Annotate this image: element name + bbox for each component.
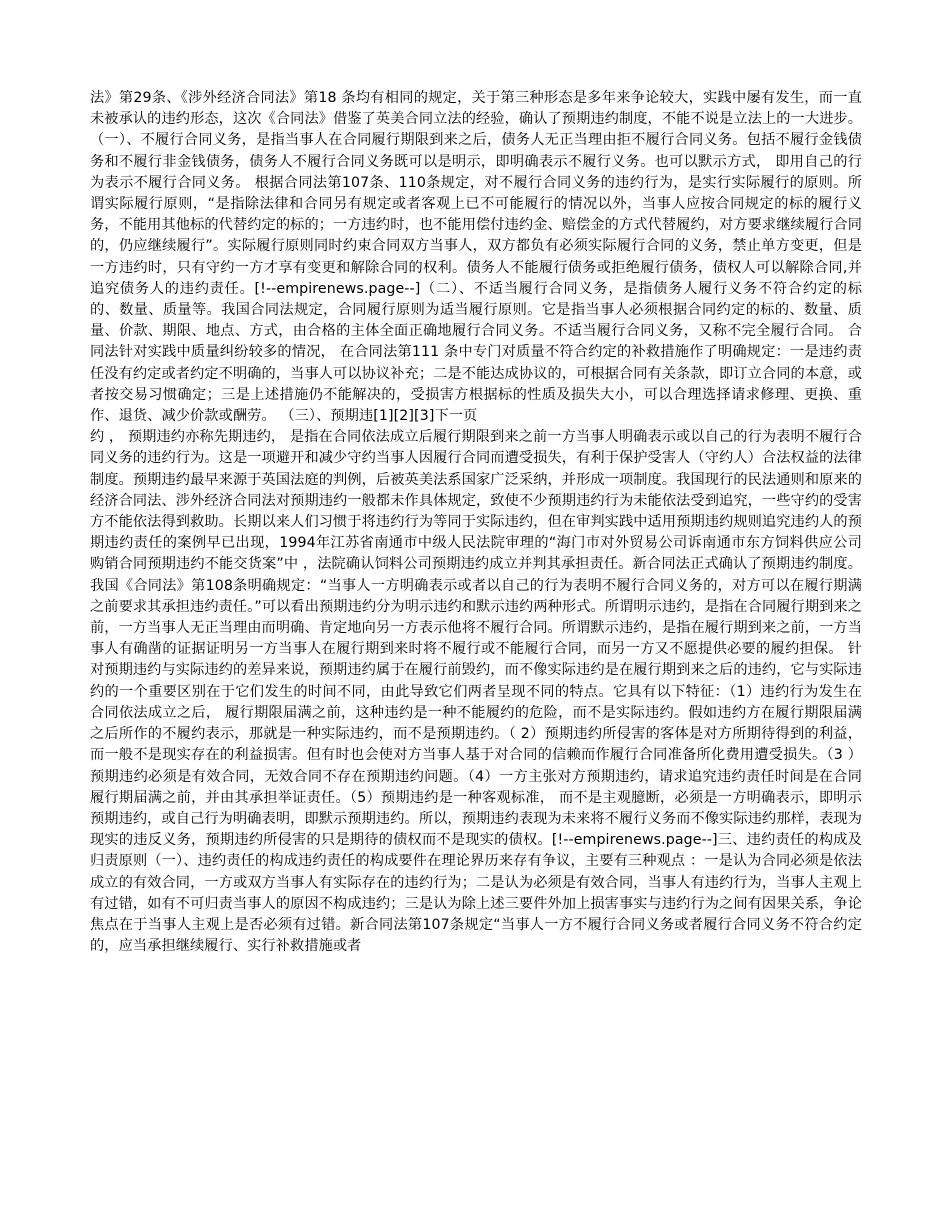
paragraph-anticipatory-breach: 约 ， 预期违约亦称先期违约， 是指在合同依法成立后履行期限到来之前一方当事人明确表示或以自己的行为表明不履行合同义务的违约行为。这是一项避开和减少守约当事人因履行合同而遭受损失，有利于保护受害人（守约人）合法权益的法律制度。预期违约最早来源于英国法庭的判例，后被英美法系国家广泛采纳，并形成一项制度。我国现行的民法通则和原来的经济合同法、涉外经济合同法对预期违约一般都未作具体规定，致使不少预期违约行为未能依法受到追究，一些守约的受害方不能依法得到救助。长期以来人们习惯于将违约行为等同于实际违约，但在审判实践中适用预期违约规则追究违约人的预期违约责任的案例早已出现，1994年江苏省南通市中级人民法院审理的“海门市对外贸易公司诉南通市东方饲料供应公司购销合同预期违约不能交货案”中 ，法院确认饲料公司预期违约成立并判其承担责任。新合同法正式确认了预期违约制度。我国《合同法》第108条明确规定：“当事人一方明确表示或者以自己的行为表明不履行合同义务的，对方可以在履行期满之前要求其承担违约责任。”可以看出预期违约分为明示违约和默示违约两种形式。所谓明示违约，是指在合同履行期到来之前，一方当事人无正当理由而明确、肯定地向另一方表示他将不履行合同。所谓默示违约，是指在履行期到来之前，一方当事人有确凿的证据证明另一方当事人在履行期到来时将不履行或不能履行合同，而另一方又不愿提供必要的履约担保。 针对预期违约与实际违约的差异来说，预期违约属于在履行前毁约，而不像实际违约是在履行期到来之后的违约，它与实际违约的一个重要区别在于它们发生的时间不同，由此导致它们两者呈现不同的特点。它具有以下特征：（1）违约行为发生在合同依法成立之后， 履行期限届满之前，这种违约是一种不能履约的危险，而不是实际违约。假如违约方在履行期限届满之后所作的不履约表示，那就是一种实际违约，而不是预期违约。（ 2）预期违约所侵害的客体是对方所期待得到的利益，而一般不是现实存在的利益损害。但有时也会使对方当事人基于对合同的信赖而作履行合同准备所化费用遭受损失。（3 ）预期违约必须是有效合同，无效合同不存在预期违约问题。（4）一方主张对方预期违约，请求追究违约责任时间是在合同履行期届满之前，并由其承担举证责任。（5）预期违约是一种客观标准， 而不是主观臆断，必须是一方明确表示，即明示预期违约，或自己行为明确表明，即默示预期违约。所以，预期违约表现为未来将不履行义务而不像实际违约那样，表现为现实的违反义务，预期违约所侵害的只是期待的债权而不是现实的债权。[!--empirenews.page--]三、违约责任的构成及归责原则（一）、违约责任的构成违约责任的构成要件在理论界历来存有争议，主要有三种观点 ：一是认为合同必须是依法成立的有效合同，一方或双方当事人有实际存在的违约行为；二是认为必须是有效合同，当事人有违约行为，当事人主观上有过错，如有不可归责当事人的原因不构成违约；三是认为除上述三要件外加上损害事实与违约行为之间有因果关系，争论焦点在于当事人主观上是否必须有过错。新合同法第107条规定“当事人一方不履行合同义务或者履行合同义务不符合约定的，应当承担继续履行、实行补救措施或者 [90, 429, 862, 955]
paragraph-breach-types: 法》第29条、《涉外经济合同法》第18 条均有相同的规定，关于第三种形态是多年来争论较大，实践中屡有发生，而一直未被承认的违约形态，这次《合同法》借鉴了英美合同立法的经验，确认了预期违约制度，不能不说是立法上的一大进步。（一）、不履行合同义务，是指当事人在合同履行期限到来之后，债务人无正当理由拒不履行合同义务。包括不履行金钱债务和不履行非金钱债务，债务人不履行合同义务既可以是明示，即明确表示不履行义务。也可以默示方式， 即用自己的行为表示不履行合同义务。 根据合同法第107条、110条规定，对不履行合同义务的违约行为，是实行实际履行的原则。所谓实际履行原则，“是指除法律和合同另有规定或者客观上已不可能履行的情况以外，当事人应按合同规定的标的履行义务，不能用其他标的代替约定的标的；一方违约时，也不能用偿付违约金、赔偿金的方式代替履约，对方要求继续履行合同的，仍应继续履行”。实际履行原则同时约束合同双方当事人，双方都负有必须实际履行合同的义务，禁止单方变更，但是一方违约时，只有守约一方才享有变更和解除合同的权利。债务人不能履行债务或拒绝履行债务，债权人可以解除合同,并追究债务人的违约责任。[!--empirenews.page--]（二）、不适当履行合同义务，是指债务人履行义务不符合约定的标的、数量、质量等。我国合同法规定，合同履行原则为适当履行原则。它是指当事人必须根据合同约定的标的、数量、质量、价款、期限、地点、方式，由合格的主体全面正确地履行合同义务。不适当履行合同义务，又称不完全履行合同。 合同法针对实践中质量纠纷较多的情况， 在合同法第111 条中专门对质量不符合约定的补救措施作了明确规定：一是违约责任没有约定或者约定不明确的，当事人可以协议补充；二是不能达成协议的，可根据合同有关条款，即订立合同的本意，或者按交易习惯确定；三是上述措施仍不能解决的，受损害方根据标的性质及损失大小，可以合理选择请求修理、更换、重作、退货、减少价款或酬劳。 （三）、预期违[1][2][3]下一页 [90, 90, 862, 425]
document-body [90, 88, 862, 957]
